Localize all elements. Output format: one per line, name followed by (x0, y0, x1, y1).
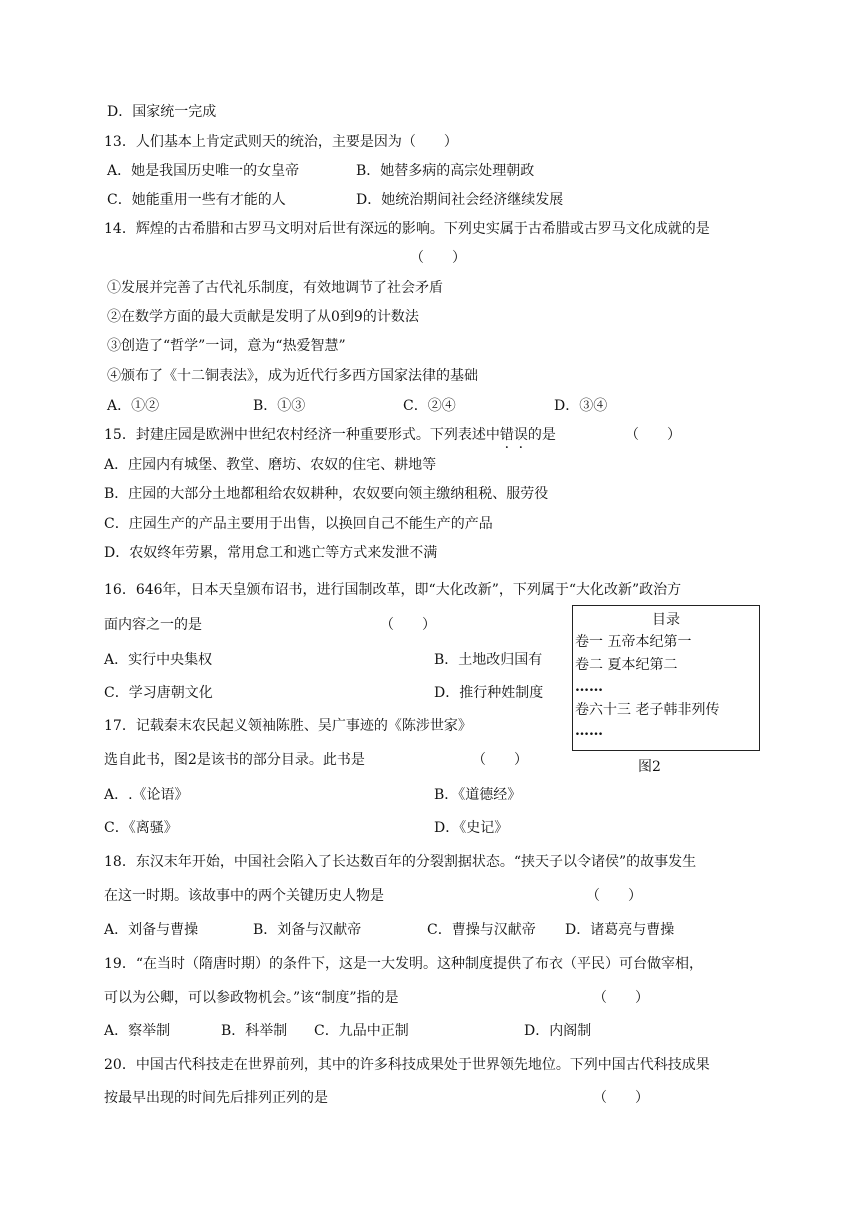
q15-answer-paren: （ ） (625, 427, 681, 443)
toc-ellipsis-2: …… (575, 723, 603, 739)
q14-statement-4: ④颁布了《十二铜表法》，成为近代行多西方国家法律的基础 (107, 368, 478, 384)
q17-option-d: D．《史记》 (434, 820, 509, 836)
q14-option-d: D．③④ (554, 398, 608, 414)
q19-option-a: A．察举制 (104, 1023, 171, 1039)
q16-option-d: D．推行种姓制度 (434, 685, 544, 701)
q19-option-b: B．科举制 (221, 1023, 288, 1039)
toc-line-1: 卷一 五帝本纪第一 (575, 634, 692, 650)
q13-option-b: B．她替多病的高宗处理朝政 (356, 163, 535, 179)
q20-answer-paren: （ ） (593, 1090, 649, 1106)
q15-stem-emphasis-1: 错 (499, 427, 514, 443)
q18-stem-line-2: 在这一时期。该故事中的两个关键历史人物是 (104, 888, 384, 904)
q14-statement-3: ③创造了“哲学”一词，意为“热爱智慧” (107, 338, 346, 354)
q16-answer-paren: （ ） (380, 617, 436, 633)
q16-stem-line-1: 16．646年，日本天皇颁布诏书，进行国制改革，即“大化改新”，下列属于“大化改新”政治方 (104, 582, 682, 598)
q15-option-c: C．庄园生产的产品主要用于出售，以换回自己不能生产的产品 (104, 516, 493, 532)
q14-statement-2: ②在数学方面的最大贡献是发明了从0到9的计数法 (107, 309, 419, 325)
q18-answer-paren: （ ） (586, 888, 642, 904)
q13-option-a: A．她是我国历史唯一的女皇帝 (107, 163, 300, 179)
q18-option-b: B．刘备与汉献帝 (253, 922, 362, 938)
q19-option-c: C．九品中正制 (314, 1023, 409, 1039)
q20-stem-line-1: 20．中国古代科技走在世界前列，其中的许多科技成果处于世界领先地位。下列中国古代科技成果 (104, 1057, 710, 1073)
q19-option-d: D．内阁制 (524, 1023, 592, 1039)
q19-answer-paren: （ ） (593, 990, 649, 1006)
q18-option-c: C．曹操与汉献帝 (427, 922, 536, 938)
q16-option-b: B．土地改归国有 (434, 652, 543, 668)
q18-stem-line-1: 18．东汉末年开始，中国社会陷入了长达数百年的分裂割据状态。“挟天子以令诸侯”的故事发生 (104, 854, 697, 870)
q17-option-c: C．《离骚》 (104, 820, 178, 836)
q17-stem-line-1: 17．记载秦末农民起义领袖陈胜、吴广事迹的《陈涉世家》 (104, 718, 472, 734)
toc-line-2: 卷二 夏本纪第二 (575, 657, 678, 673)
q18-option-d: D．诸葛亮与曹操 (565, 922, 675, 938)
q14-option-b: B．①③ (253, 398, 306, 414)
q14-answer-paren: （ ） (410, 250, 466, 266)
q12-option-d: D．国家统一完成 (107, 104, 217, 120)
toc-title: 目录 (652, 612, 680, 628)
figure-2-caption: 图2 (638, 759, 661, 775)
q16-option-c: C．学习唐朝文化 (104, 685, 213, 701)
q13-option-d: D．她统治期间社会经济继续发展 (356, 192, 564, 208)
q15-option-a: A．庄园内有城堡、教堂、磨坊、农奴的住宅、耕地等 (104, 457, 437, 473)
q14-statement-1: ①发展并完善了古代礼乐制度，有效地调节了社会矛盾 (107, 280, 443, 296)
q13-stem: 13．人们基本上肯定武则天的统治，主要是因为（ ） (104, 134, 458, 150)
q15-stem-emphasis-2: 误 (513, 427, 528, 443)
q17-option-b: B．《道德经》 (434, 787, 522, 803)
q14-option-c: C．②④ (403, 398, 456, 414)
q15-stem (104, 425, 556, 445)
q17-answer-paren: （ ） (472, 752, 528, 768)
q18-option-a: A．刘备与曹操 (104, 922, 199, 938)
q20-stem-line-2: 按最早出现的时间先后排列正列的是 (104, 1090, 328, 1106)
q15-option-b: B．庄园的大部分土地都租给农奴耕种，农奴要向领主缴纳租税、服劳役 (104, 486, 549, 502)
toc-ellipsis-1: …… (575, 679, 603, 695)
q16-stem-line-2: 面内容之一的是 (104, 617, 202, 633)
q17-option-a: A．.《论语》 (104, 787, 189, 803)
q14-stem: 14．辉煌的古希腊和古罗马文明对后世有深远的影响。下列史实属于古希腊或古罗马文化成就的是 (104, 221, 710, 237)
q19-stem-line-1: 19．“在当时（隋唐时期）的条件下，这是一大发明。这种制度提供了布衣（平民）可台做宰相， (104, 956, 703, 972)
figure-2-toc-box (572, 605, 760, 751)
q13-option-c: C．她能重用一些有才能的人 (107, 192, 286, 208)
q14-option-a: A．①② (107, 398, 160, 414)
q15-stem-pre: 15．封建庄园是欧洲中世纪农村经济一种重要形式。下列表述中 (104, 427, 500, 443)
toc-line-3: 卷六十三 老子韩非列传 (575, 702, 720, 718)
q16-option-a: A．实行中央集权 (104, 652, 213, 668)
q15-stem-post: 的是 (527, 427, 556, 443)
q15-option-d: D．农奴终年劳累，常用怠工和逃亡等方式来发泄不满 (104, 545, 438, 561)
q19-stem-line-2: 可以为公卿，可以参政物机会。”该“制度”指的是 (104, 990, 399, 1006)
q17-stem-line-2: 选自此书，图2是该书的部分目录。此书是 (104, 752, 365, 768)
